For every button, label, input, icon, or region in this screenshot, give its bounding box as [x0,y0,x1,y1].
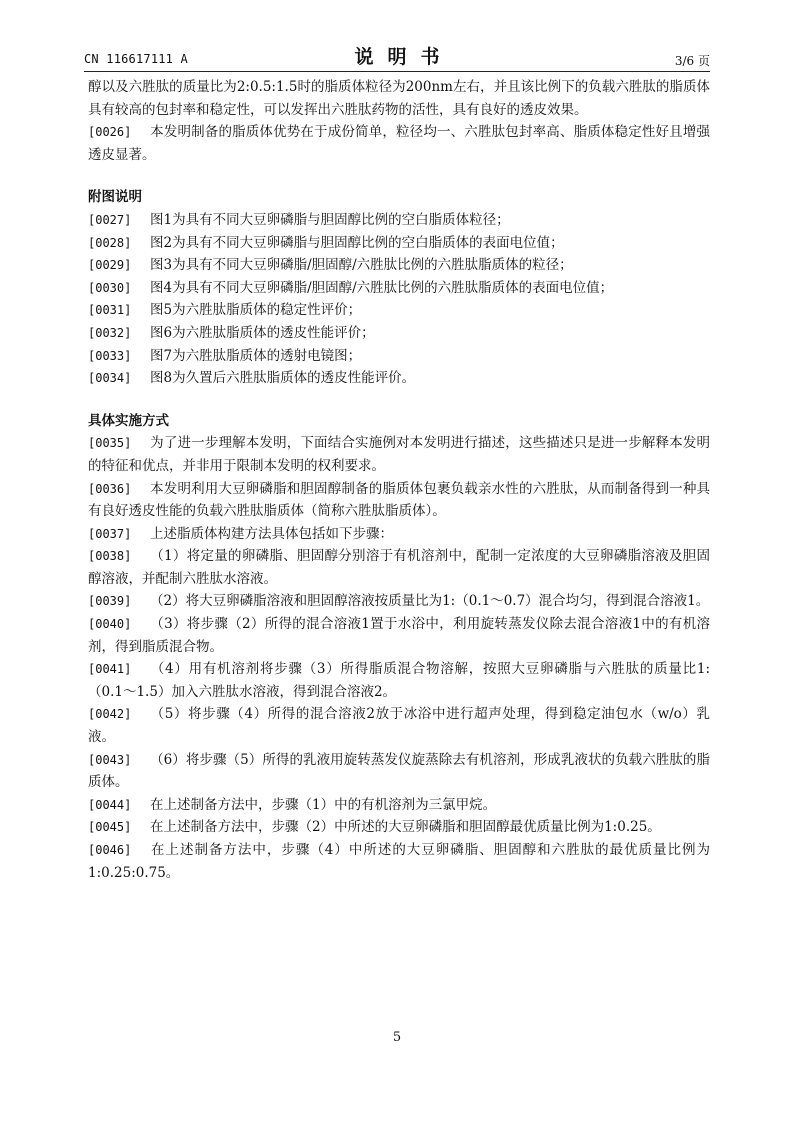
paragraph-0036 [88,478,710,523]
paragraph-0045 [88,816,710,839]
paragraph-0035 [88,432,710,477]
figure-item [88,232,710,255]
paragraph-0040 [88,613,710,658]
figure-description: 图3为具有不同大豆卵磷脂/胆固醇/六胜肽比例的六胜肽脂质体的粒径； [150,257,573,274]
figures-section-title: 附图说明 [88,189,142,206]
figure-description: 图2为具有不同大豆卵磷脂与胆固醇比例的空白脂质体的表面电位值； [150,234,564,251]
paragraph-text: （5）将步骤（4）所得的混合溶液2放于冰浴中进行超声处理，得到稳定油包水（w/o）乳液。 [88,706,710,746]
paragraph-text: （4）用有机溶剂将步骤（3）所得脂质混合物溶解，按照大豆卵磷脂与六胜肽的质量比1:（0.1～1.5）加入六胜肽水溶液，得到混合溶液2。 [88,661,710,700]
figure-item [88,299,710,322]
paragraph-text: 上述脂质体构建方法具体包括如下步骤： [150,525,393,542]
paragraph-number: [0029] [88,258,132,273]
paragraph-number: [0027] [88,212,132,227]
paragraph-number: [0041] [88,662,132,677]
page-indicator: 3/6 页 [674,54,710,68]
section-spacer [88,166,710,186]
paragraph-0043 [88,749,710,794]
publication-number: CN 116617111 A [84,52,188,66]
paragraph-text: 本发明利用大豆卵磷脂和胆固醇制备的脂质体包裹负载亲水性的六胜肽，从而制备得到一种具有良好透皮性能的负载六胜肽脂质体（简称六胜肽脂质体）。 [88,480,710,520]
figure-description: 图8为久置后六胜肽脂质体的透皮性能评价。 [150,370,416,387]
paragraph-number: [0044] [88,797,132,812]
paragraph-0037 [88,523,710,546]
paragraph-number: [0031] [88,303,132,318]
figure-description: 图7为六胜肽脂质体的透射电镜图； [150,347,362,364]
paragraph-number: [0033] [88,348,132,363]
document-body [88,76,710,884]
paragraph-number: [0034] [88,371,132,386]
page-number: 5 [392,1030,402,1045]
paragraph-number: [0045] [88,820,132,835]
paragraph-number: [0046] [88,843,132,857]
figure-item [88,367,710,390]
paragraph-0041 [88,658,710,703]
figure-description: 图6为六胜肽脂质体的透皮性能评价； [150,324,375,341]
paragraph-number: [0037] [88,526,132,541]
page-header [84,38,710,70]
paragraph-number: [0032] [88,325,132,340]
figure-item [88,277,710,300]
paragraph-text: 在上述制备方法中，步骤（1）中的有机溶剂为三氯甲烷。 [150,796,497,813]
paragraph-0042 [88,703,710,748]
embodiment-section-title: 具体实施方式 [88,412,169,429]
paragraph-text: （2）将大豆卵磷脂溶液和胆固醇溶液按质量比为1:（0.1～0.7）混合均匀，得到混合溶液1。 [150,593,710,610]
intro-paragraph: 醇以及六胜肽的质量比为2:0.5:1.5时的脂质体粒径为200nm左右，并且该比例下的负载六胜肽的脂质体具有较高的包封率和稳定性，可以发挥出六胜肽药物的活性，具有良好的透皮效果。 [88,79,710,118]
paragraph-number: [0043] [88,752,132,767]
paragraph-text: （1）将定量的卵磷脂、胆固醇分别溶于有机溶剂中，配制一定浓度的大豆卵磷脂溶液及胆固醇溶液，并配制六胜肽水溶液。 [88,548,710,587]
figure-description: 图4为具有不同大豆卵磷脂/胆固醇/六胜肽比例的六胜肽脂质体的表面电位值； [150,279,614,296]
paragraph-text: 本发明制备的脂质体优势在于成份简单，粒径均一、六胜肽包封率高、脂质体稳定性好且增强透皮显著。 [88,124,710,163]
figure-item [88,209,710,232]
paragraph-text: 为了进一步理解本发明，下面结合实施例对本发明进行描述，这些描述只是进一步解释本发明的特征和优点，并非用于限制本发明的权利要求。 [88,435,710,474]
paragraph-number: [0038] [88,549,132,564]
paragraph-number: [0040] [88,617,132,632]
paragraph-number: [0028] [88,235,132,250]
paragraph-number: [0036] [88,481,132,496]
figure-item [88,254,710,277]
document-title: 说明书 [354,46,454,68]
paragraph-0044 [88,794,710,817]
figure-description: 图1为具有不同大豆卵磷脂与胆固醇比例的空白脂质体粒径； [150,211,510,228]
paragraph-number: [0035] [88,436,132,451]
paragraph-text: （3）将步骤（2）所得的混合溶液1置于水浴中，利用旋转蒸发仪除去混合溶液1中的有机溶剂，得到脂质混合物。 [88,616,710,655]
paragraph-number: [0042] [88,707,132,722]
figure-description: 图5为六胜肽脂质体的稳定性评价； [150,302,362,319]
section-spacer [88,390,710,410]
paragraph-text: 在上述制备方法中，步骤（2）中所述的大豆卵磷脂和胆固醇最优质量比例为1:0.25。 [150,819,661,836]
paragraph-0026 [88,121,710,166]
paragraph-text: 在上述制备方法中，步骤（4）中所述的大豆卵磷脂、胆固醇和六胜肽的最优质量比例为1:0.25:0.75。 [88,842,710,881]
paragraph-number: [0039] [88,594,132,609]
paragraph-number: [0030] [88,280,132,295]
header-divider [84,71,710,72]
paragraph-0039 [88,590,710,613]
paragraph-0038 [88,545,710,590]
paragraph-text: （6）将步骤（5）所得的乳液用旋转蒸发仪旋蒸除去有机溶剂，形成乳液状的负载六胜肽的脂质体。 [88,751,710,791]
paragraph-0046 [88,839,710,884]
figure-item [88,345,710,368]
paragraph-number: [0026] [88,125,132,140]
figure-item [88,322,710,345]
